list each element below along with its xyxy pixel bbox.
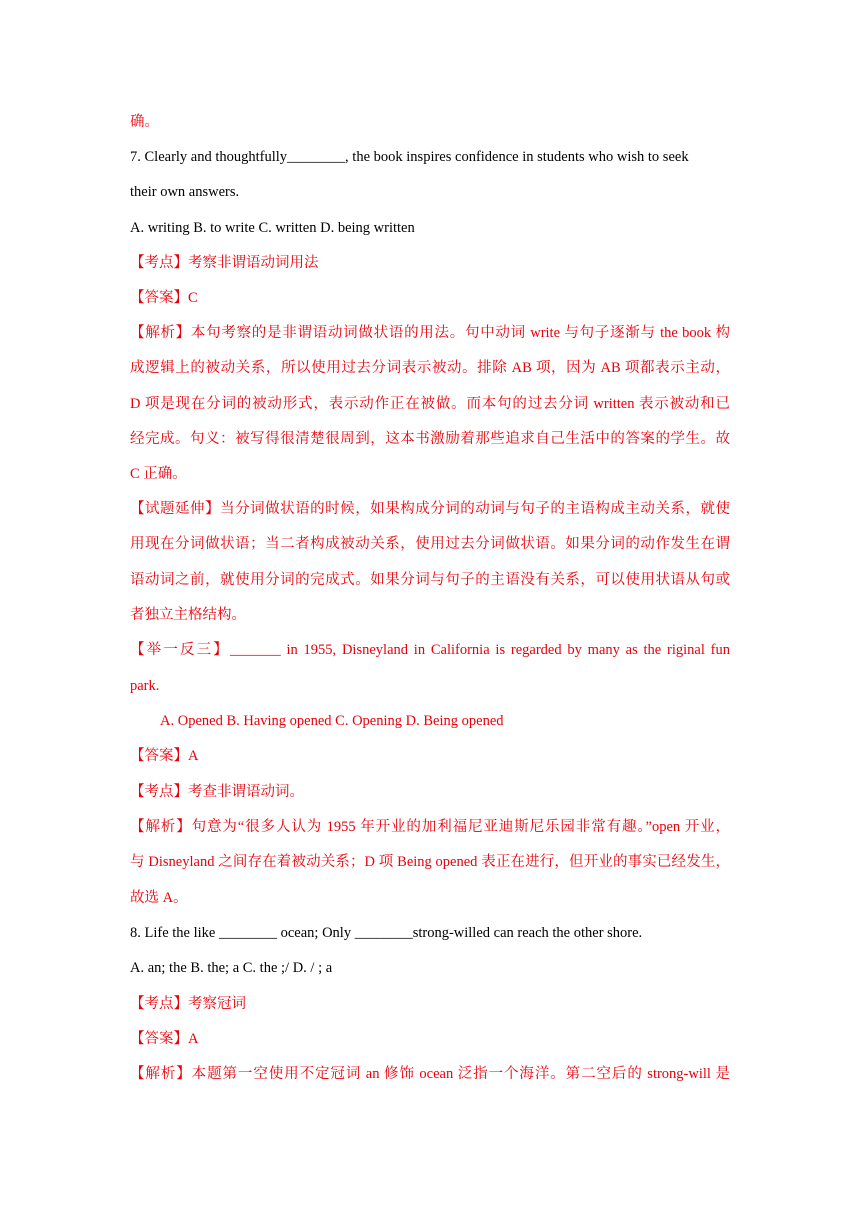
q7-practice-stem: 【举一反三】_______ in 1955, Disneyland in California is regarded by many as the riginal fun bbox=[130, 642, 730, 658]
q7-practice-explanation-1: 【解析】句意为“很多人认为 1955 年开业的加利福尼亚迪斯尼乐园非常有趣。”open 开业， bbox=[130, 819, 730, 835]
q7-explanation-5: C 正确。 bbox=[130, 466, 187, 482]
q7-answer: 【答案】C bbox=[130, 290, 198, 306]
q7-explanation-2: 成逻辑上的被动关系，所以使用过去分词表示被动。排除 AB 项，因为 AB 项都表示主动， bbox=[130, 360, 730, 376]
q7-practice-explanation-2: 与 Disneyland 之间存在着被动关系；D 项 Being opened 表正在进行，但开业的事实已经发生， bbox=[130, 854, 730, 870]
question-7-options: A. writing B. to write C. written D. being written bbox=[130, 220, 415, 236]
q7-extension-2: 用现在分词做状语；当二者构成被动关系，使用过去分词做状语。如果分词的动作发生在谓 bbox=[130, 536, 730, 552]
question-7-stem: 7. Clearly and thoughtfully________, the book inspires confidence in students who wish to seek bbox=[130, 149, 689, 165]
q7-extension-4: 者独立主格结构。 bbox=[130, 607, 246, 623]
q7-practice-answer: 【答案】A bbox=[130, 748, 199, 764]
q7-explanation-4: 经完成。句义：被写得很清楚很周到，这本书激励着那些追求自己生活中的答案的学生。故 bbox=[130, 431, 730, 447]
q8-kaodian: 【考点】考察冠词 bbox=[130, 996, 246, 1012]
prev-explanation-end: 确。 bbox=[130, 114, 159, 130]
q7-practice-kaodian: 【考点】考查非谓语动词。 bbox=[130, 784, 304, 800]
q7-explanation-3: D 项是现在分词的被动形式，表示动作正在被做。而本句的过去分词 written 表示被动和已 bbox=[130, 396, 730, 412]
q7-extension-1: 【试题延伸】当分词做状语的时候，如果构成分词的动词与句子的主语构成主动关系，就使 bbox=[130, 501, 730, 517]
q8-explanation-1: 【解析】本题第一空使用不定冠词 an 修饰 ocean 泛指一个海洋。第二空后的 strong-will 是 bbox=[130, 1066, 730, 1082]
q7-practice-explanation-3: 故选 A。 bbox=[130, 890, 188, 906]
question-8-stem: 8. Life the like ________ ocean; Only ________strong-willed can reach the other shore. bbox=[130, 925, 643, 941]
q7-explanation-1: 【解析】本句考察的是非谓语动词做状语的用法。句中动词 write 与句子逐渐与 the book 构 bbox=[130, 325, 730, 341]
question-7-stem-cont: their own answers. bbox=[130, 184, 240, 200]
q7-practice-options: A. Opened B. Having opened C. Opening D. Being opened bbox=[160, 713, 504, 729]
q7-extension-3: 语动词之前，就使用分词的完成式。如果分词与句子的主语没有关系，可以使用状语从句或 bbox=[130, 572, 730, 588]
q7-kaodian: 【考点】考察非谓语动词用法 bbox=[130, 255, 319, 271]
q7-practice-stem-cont: park. bbox=[130, 678, 160, 694]
question-8-options: A. an; the B. the; a C. the ;/ D. / ; a bbox=[130, 960, 333, 976]
q8-answer: 【答案】A bbox=[130, 1031, 199, 1047]
